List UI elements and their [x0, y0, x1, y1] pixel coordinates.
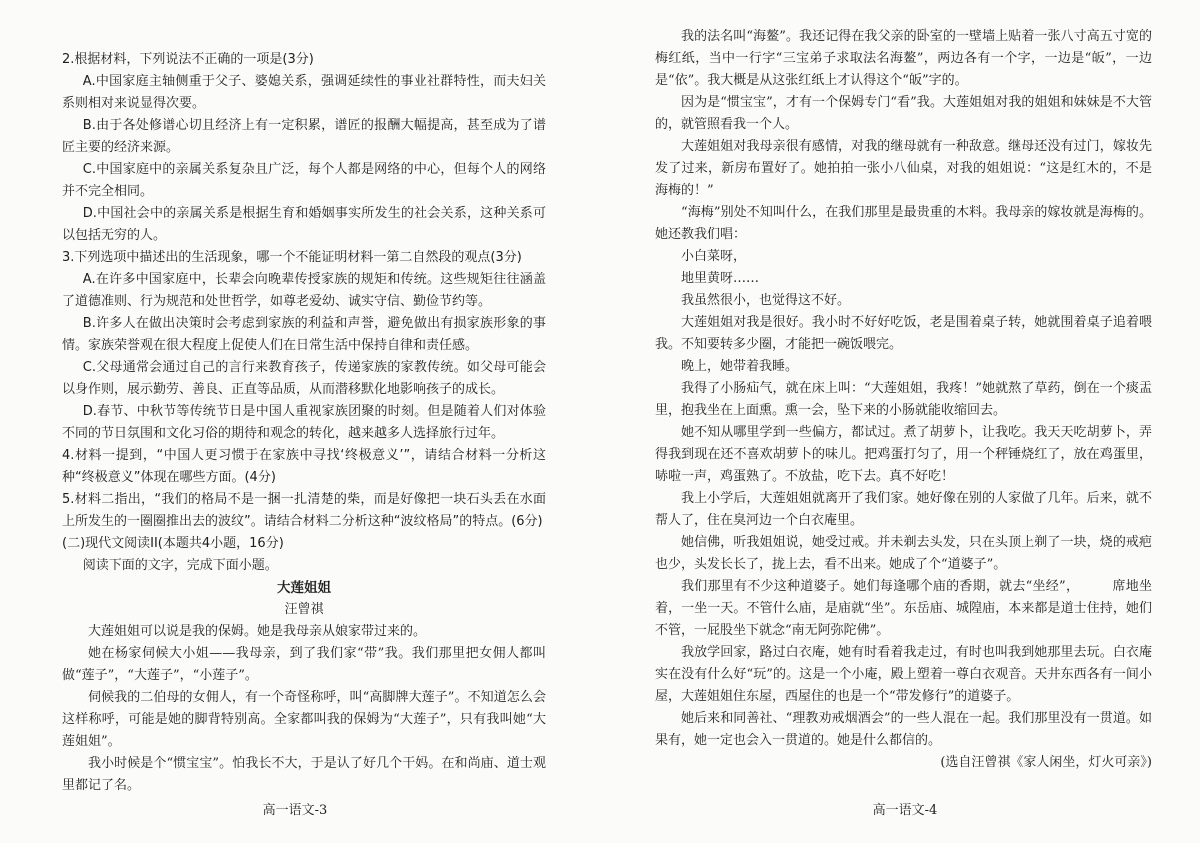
question-3-option-c: C.父母通常会通过自己的言行来教育孩子，传递家族的家教传统。如父母可能会以身作则，展示勤劳、善良、正直等品质，从而潜移默化地影响孩子的成长。: [62, 360, 546, 397]
left-page-content: [62, 49, 546, 797]
article-title: 大莲姐姐: [277, 580, 331, 596]
article-paragraph: 晚上，她带着我睡。: [681, 359, 799, 374]
article-paragraph: 我放学回家，路过白衣庵，她有时看着我走过，有时也叫我到她那里去玩。白衣庵实在没有什么好“玩”的。这是一个小庵，殿上塑着一尊白衣观音。天井东西各有一间小屋，大莲姐姐住东屋，西屋住的也是一个“带发修行”的道婆子。: [655, 645, 1152, 704]
right-page-content: [655, 26, 1152, 798]
article-paragraph: “海梅”别处不知叫什么，在我们那里是最贵重的木料。我母亲的嫁妆就是海梅的。她还教我们唱：: [655, 205, 1152, 242]
question-3-option-d: D.春节、中秋节等传统节日是中国人重视家族团聚的时刻。但是随着人们对体验不同的节日氛围和文化习俗的期待和观念的转化，越来越多人选择旅行过年。: [62, 404, 546, 441]
page-footer-left: 高一语文-3: [262, 803, 328, 818]
article-paragraph: 我小时候是个“惯宝宝”。怕我长不大，于是认了好几个干妈。在和尚庙、道士观里都记了名。: [62, 756, 546, 793]
article-source: (选自汪曾祺《家人闲坐，灯火可亲》): [940, 755, 1152, 770]
article-paragraph: 因为是“惯宝宝”，才有一个保姆专门“看”我。大莲姐姐对我的姐姐和妹妹是不大管的，就管照看我一个人。: [655, 95, 1152, 132]
song-line: 地里黄呀……: [681, 271, 760, 286]
article-paragraph: 大莲姐姐对我是很好。我小时不好好吃饭，老是围着桌子转，她就围着桌子追着喂我。不知要转多少圈，才能把一碗饭喂完。: [655, 315, 1152, 352]
section-heading: (二)现代文阅读II(本题共4小题，16分): [62, 536, 284, 551]
article-paragraph: 我上小学后，大莲姐姐就离开了我们家。她好像在别的人家做了几年。后来，就不帮人了，住在臭河边一个白衣庵里。: [655, 491, 1152, 528]
question-2-option-c: C.中国家庭中的亲属关系复杂且广泛，每个人都是网络的中心，但每个人的网络并不完全相同。: [62, 162, 546, 199]
question-4-stem: 4.材料一提到，“中国人更习惯于在家族中寻找‘终极意义’”，请结合材料一分析这种“终极意义”体现在哪些方面。(4分): [62, 448, 546, 485]
article-paragraph: 她后来和同善社、“理教劝戒烟酒会”的一些人混在一起。我们那里没有一贯道。如果有，她一定也会入一贯道的。她是什么都信的。: [655, 711, 1152, 748]
section-instruction: 阅读下面的文字，完成下面小题。: [82, 558, 278, 573]
song-line: 小白菜呀，: [681, 249, 747, 264]
article-paragraph: 她不知从哪里学到一些偏方，都试过。煮了胡萝卜，让我吃。我天天吃胡萝卜，弄得我到现在还不喜欢胡萝卜的味儿。把鸡蛋打匀了，用一个秤锤烧红了，放在鸡蛋里，哧啦一声，鸡蛋熟了。不放盐，吃下去。真不好吃！: [655, 425, 1152, 484]
question-3-option-a: A.在许多中国家庭中，长辈会向晚辈传授家族的规矩和传统。这些规矩往往涵盖了道德准则、行为规范和处世哲学，如尊老爱幼、诚实守信、勤俭节约等。: [62, 272, 546, 309]
article-paragraph: 我的法名叫“海鳌”。我还记得在我父亲的卧室的一壁墙上贴着一张八寸高五寸宽的梅红纸，当中一行字“三宝弟子求取法名海鳌”，两边各有一个字，一边是“皈”，一边是“依”。我大概是从这张红纸上才认得这个“皈”字的。: [655, 29, 1152, 88]
article-paragraph: 我们那里有不少这种道婆子。她们每逢哪个庙的香期，就去“坐经”， 席地坐着，一坐一天。不管什么庙，是庙就“坐”。东岳庙、城隍庙，本来都是道士住持，她们不管，一屁股坐下就念“南无阿弥陀佛”。: [655, 579, 1152, 638]
question-2-option-d: D.中国社会中的亲属关系是根据生育和婚姻事实所发生的社会关系，这种关系可以包括无穷的人。: [62, 206, 546, 243]
article-paragraph: 我得了小肠疝气，就在床上叫：“大莲姐姐，我疼！”她就熬了草药，倒在一个痰盂里，抱我坐在上面熏。熏一会，坠下来的小肠就能收缩回去。: [655, 381, 1152, 418]
article-paragraph: 她在杨家伺候大小姐——我母亲，到了我们家“带”我。我们那里把女佣人都叫做“莲子”，“大莲子”，“小莲子”。: [62, 646, 546, 683]
question-2-option-b: B.由于各处修谱心切且经济上有一定积累，谱匠的报酬大幅提高，甚至成为了谱匠主要的经济来源。: [62, 118, 546, 155]
article-paragraph: 大莲姐姐可以说是我的保姆。她是我母亲从娘家带过来的。: [88, 624, 427, 639]
question-3-option-b: B.许多人在做出决策时会考虑到家族的利益和声誉，避免做出有损家族形象的事情。家族荣誉观在很大程度上促使人们在日常生活中保持自律和责任感。: [62, 316, 546, 353]
article-paragraph: 伺候我的二伯母的女佣人，有一个奇怪称呼，叫“高脚牌大莲子”。不知道怎么会这样称呼，可能是她的脚背特别高。全家都叫我的保姆为“大莲子”，只有我叫她“大莲姐姐”。: [62, 690, 546, 749]
question-2-option-a: A.中国家庭主轴侧重于父子、婆媳关系，强调延续性的事业社群特性，而夫妇关系则相对来说显得次要。: [62, 74, 546, 111]
page-footer-right: 高一语文-4: [872, 803, 938, 818]
question-2-stem: 2.根据材料，下列说法不正确的一项是(3分): [62, 52, 314, 67]
right-page: [600, 0, 1200, 843]
article-author: 汪曾祺: [284, 602, 324, 617]
article-paragraph: 我虽然很小，也觉得这不好。: [681, 293, 851, 308]
article-paragraph: 大莲姐姐对我母亲很有感情，对我的继母就有一种敌意。继母还没有过门，嫁妆先发了过来，新房布置好了。她拍拍一张小八仙桌，对我的姐姐说：“这是红木的，不是海梅的！”: [655, 139, 1152, 198]
question-3-stem: 3.下列选项中描述出的生活现象，哪一个不能证明材料一第二自然段的观点(3分): [62, 250, 522, 265]
article-paragraph: 她信佛，听我姐姐说，她受过戒。并未剃去头发，只在头顶上剃了一块，烧的戒疤也少，头发长长了，拢上去，看不出来。她成了个“道婆子”。: [655, 535, 1152, 572]
question-5-stem: 5.材料二指出，“我们的格局不是一捆一扎清楚的柴，而是好像把一块石头丢在水面上所发生的一圈圈推出去的波纹”。请结合材料二分析这种“波纹格局”的特点。(6分): [62, 492, 546, 529]
